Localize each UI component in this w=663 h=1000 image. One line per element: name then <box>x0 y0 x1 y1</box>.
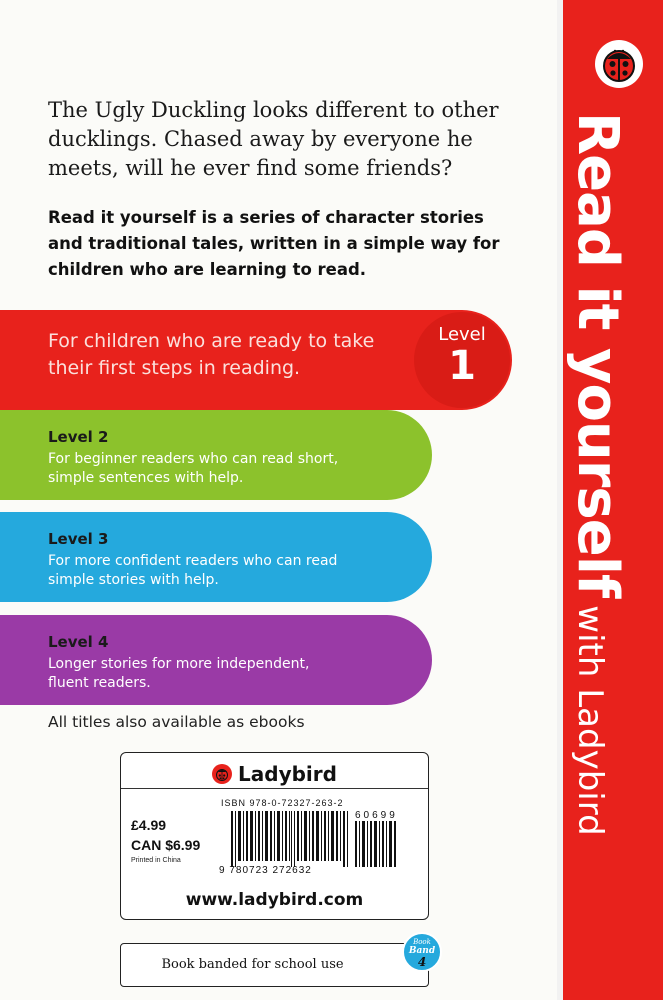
series-description <box>48 205 518 283</box>
level-1-line: For children who are ready to take <box>48 330 375 352</box>
barcode-digits: 9 780723 272632 <box>219 865 312 876</box>
ladybird-logo-icon <box>595 40 643 88</box>
barcode-box <box>120 752 429 920</box>
book-band-badge <box>402 932 442 972</box>
price-can: CAN $6.99 <box>131 837 201 853</box>
book-blurb <box>48 96 528 183</box>
spine-title <box>565 112 630 836</box>
level-1-bar <box>0 310 512 410</box>
level-badge-label: Level <box>438 324 486 345</box>
level-3-description <box>48 552 378 590</box>
level-3-line: simple stories with help. <box>48 572 219 588</box>
level-2-line: simple sentences with help. <box>48 470 244 486</box>
website-url: www.ladybird.com <box>185 890 364 910</box>
ebooks-note: All titles also available as ebooks <box>48 713 305 731</box>
book-spine <box>557 0 663 1000</box>
level-2-description <box>48 450 378 488</box>
level-3-label: Level 3 <box>48 530 109 548</box>
series-line: Read it yourself is a series of character stories <box>48 208 484 227</box>
level-4-bar <box>0 615 432 705</box>
level-1-description <box>48 328 398 382</box>
band-badge-line2: Band <box>408 946 436 956</box>
band-badge-number: 4 <box>417 955 427 969</box>
series-line: and traditional tales, written in a simple way for <box>48 234 500 253</box>
publisher-name: Ladybird <box>238 761 337 786</box>
level-2-line: For beginner readers who can read short, <box>48 451 339 467</box>
spine-subtitle: with Ladybird <box>570 605 610 836</box>
level-3-bar <box>0 512 432 602</box>
level-badge-number: 1 <box>448 343 476 389</box>
series-line: children who are learning to read. <box>48 260 367 279</box>
level-2-bar <box>0 410 432 500</box>
blurb-line: The Ugly Duckling looks different to other <box>48 98 499 122</box>
level-4-description <box>48 655 378 693</box>
blurb-line: ducklings. Chased away by everyone he <box>48 127 473 151</box>
price-gbp: £4.99 <box>131 817 167 833</box>
price-block <box>131 815 200 855</box>
level-4-line: fluent readers. <box>48 675 151 691</box>
printed-in-text: Printed in China <box>131 857 181 864</box>
blurb-line: meets, will he ever find some friends? <box>48 156 453 180</box>
school-band-text: Book banded for school use <box>161 957 344 972</box>
isbn-text: ISBN 978-0-72327-263-2 <box>221 798 344 808</box>
level-1-line: their first steps in reading. <box>48 357 301 379</box>
level-4-line: Longer stories for more independent, <box>48 656 310 672</box>
level-4-label: Level 4 <box>48 633 109 651</box>
level-3-line: For more confident readers who can read <box>48 553 338 569</box>
spine-title-main: Read it yourself <box>565 112 630 598</box>
publisher-brand <box>121 759 428 789</box>
level-1-badge <box>414 312 510 408</box>
level-2-label: Level 2 <box>48 428 109 446</box>
school-band-box <box>120 943 429 987</box>
barcode-addon-digits: 60699 <box>355 810 398 821</box>
band-badge-line1: Book <box>413 938 431 946</box>
ladybird-logo-icon <box>212 764 232 784</box>
